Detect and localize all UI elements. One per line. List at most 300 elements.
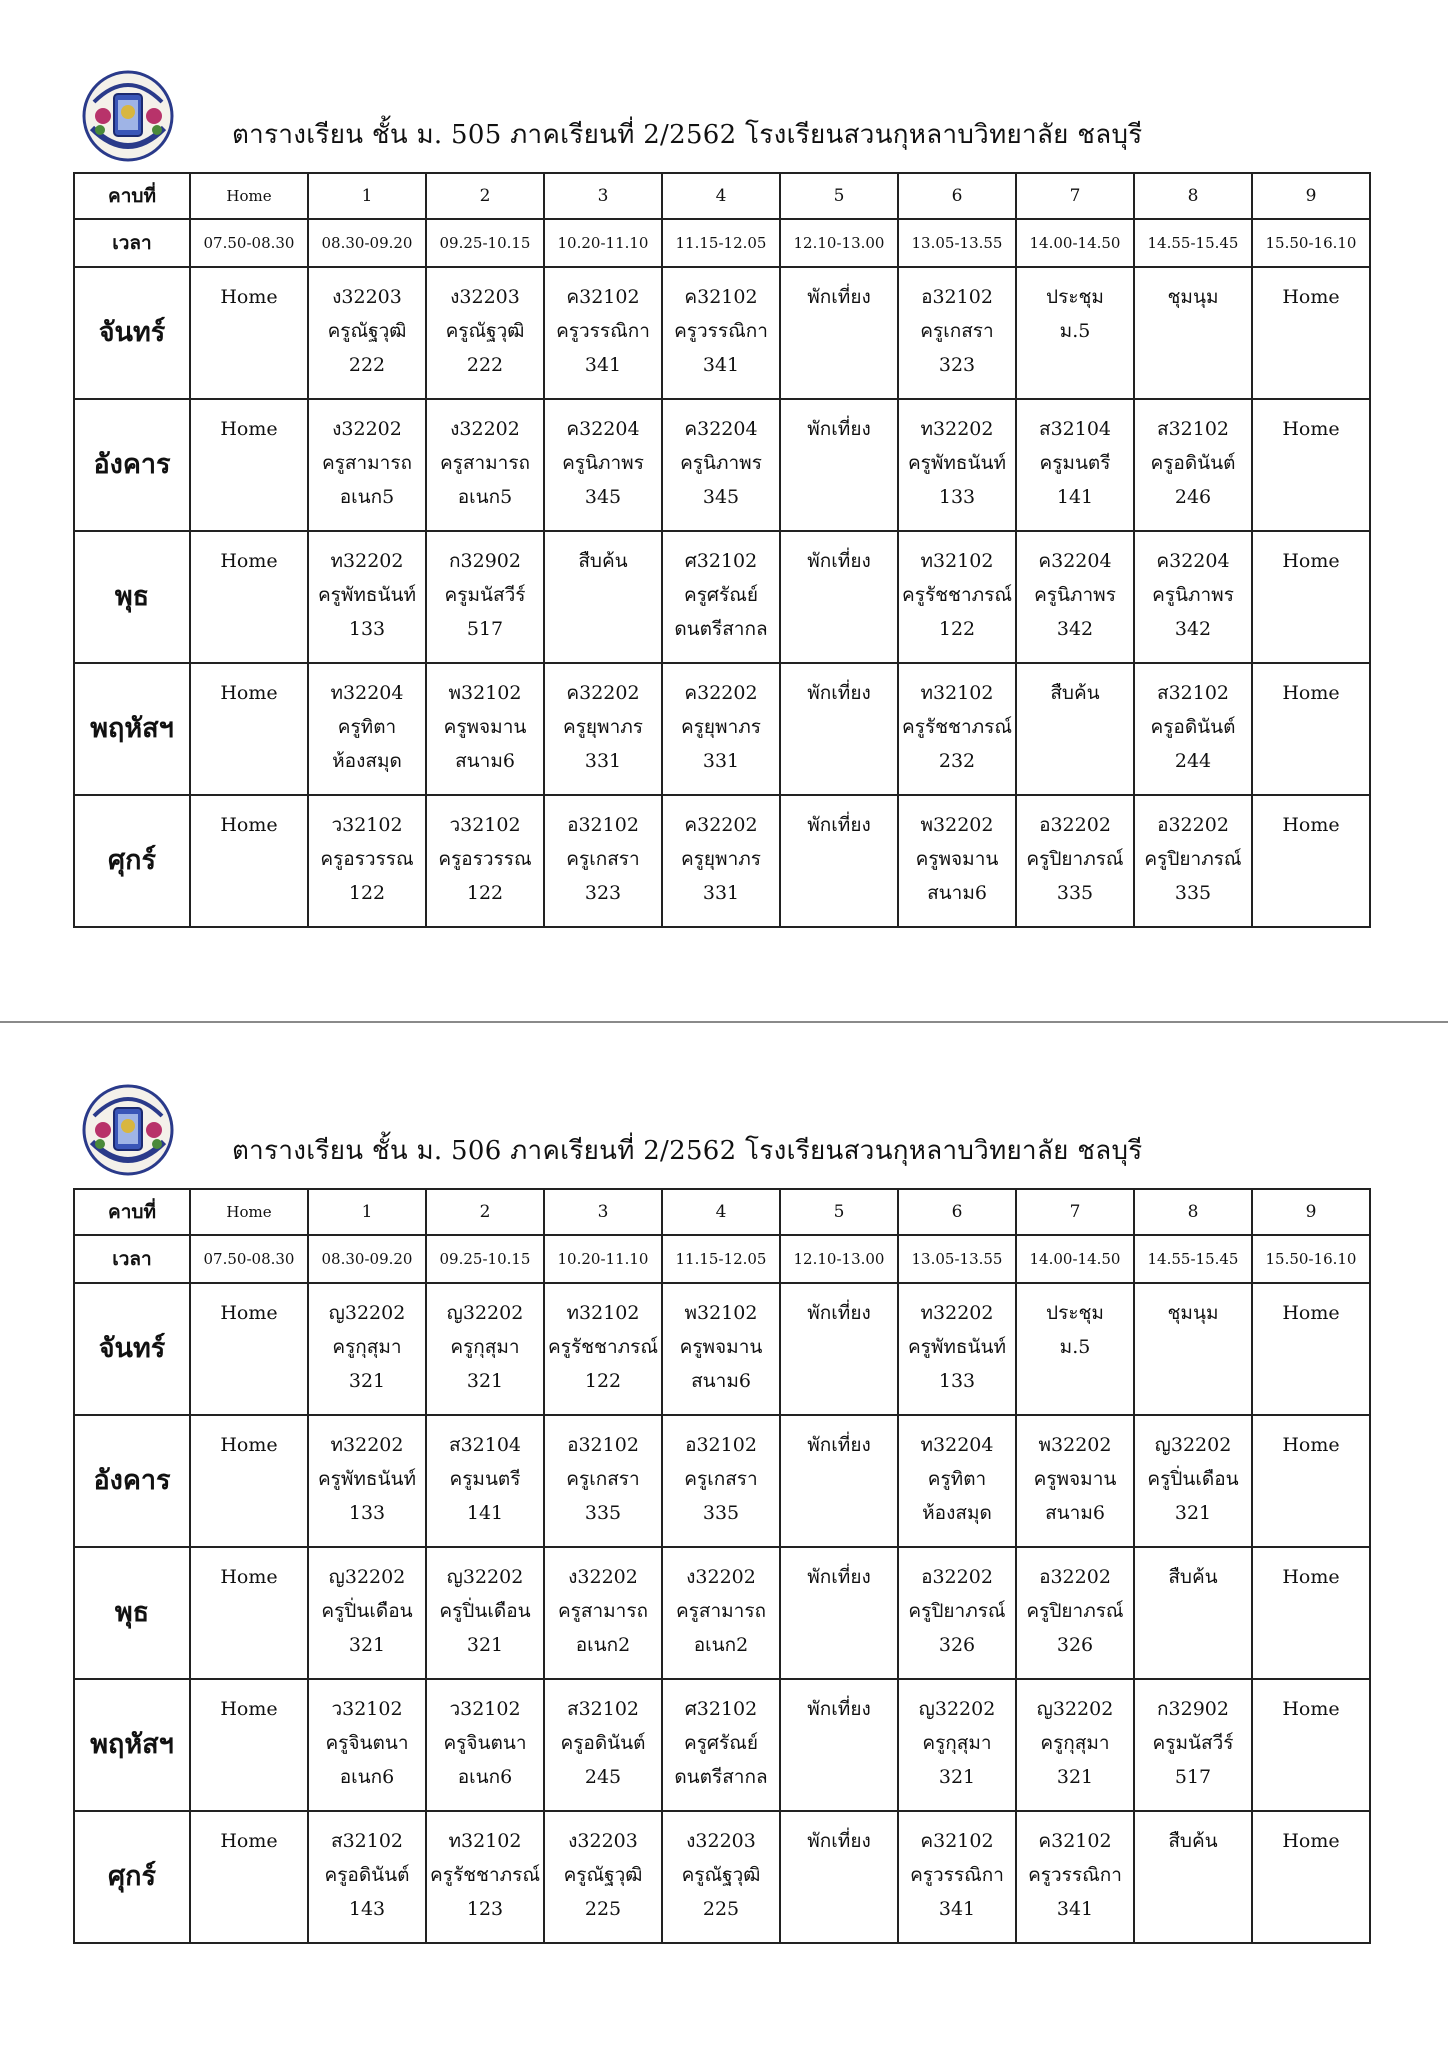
class-cell: [1252, 1415, 1370, 1547]
subject-code: Home: [1282, 286, 1340, 308]
subject-code: อ32102: [567, 1434, 639, 1456]
room: 335: [1174, 882, 1212, 904]
time-slot: 12.10-13.00: [780, 1235, 898, 1283]
class-cell: [308, 1415, 426, 1547]
teacher-name: ครูปิยาภรณ์: [1144, 848, 1242, 870]
room: 245: [584, 1766, 622, 1788]
room: 246: [1174, 486, 1212, 508]
period-number: 8: [1134, 173, 1252, 219]
time-slot: 11.15-12.05: [662, 219, 780, 267]
teacher-name: ครูนิภาพร: [562, 452, 644, 474]
class-cell: [1134, 399, 1252, 531]
teacher-name: ครูกุสุมา: [450, 1336, 520, 1358]
subject-code: Home: [220, 1434, 278, 1456]
subject-code: Home: [220, 682, 278, 704]
class-cell: [190, 1811, 308, 1943]
teacher-name: ครูวรรณิกา: [910, 1864, 1004, 1886]
teacher-name: ครูนิภาพร: [1152, 584, 1234, 606]
time-row: [74, 219, 1370, 267]
class-cell: [1134, 267, 1252, 399]
subject-code: ท32102: [920, 682, 994, 704]
subject-code: ท32202: [920, 1302, 994, 1324]
subject-code: Home: [220, 1698, 278, 1720]
class-cell: [308, 1283, 426, 1415]
class-cell: [898, 1283, 1016, 1415]
room: สนาม6: [691, 1370, 751, 1392]
subject-code: ชุมนุม: [1167, 1302, 1219, 1324]
class-cell: [544, 1547, 662, 1679]
class-cell: [544, 399, 662, 531]
day-name: อังคาร: [74, 399, 190, 531]
period-header-row: [74, 1189, 1370, 1235]
day-name: พุธ: [74, 531, 190, 663]
teacher-name: ครูปิ่นเดือน: [321, 1600, 413, 1622]
period-number: 7: [1016, 1189, 1134, 1235]
teacher-name: ครูเกสรา: [684, 1468, 758, 1490]
subject-code: ท32202: [330, 550, 404, 572]
class-cell: [426, 399, 544, 531]
room: ห้องสมุด: [332, 750, 402, 772]
class-cell: [544, 1679, 662, 1811]
subject-code: พักเที่ยง: [807, 1434, 871, 1456]
subject-code: ค32202: [684, 682, 758, 704]
room: 321: [938, 1766, 976, 1788]
teacher-name: ม.5: [1059, 320, 1091, 342]
class-cell: [1016, 1415, 1134, 1547]
teacher-name: ครูสามารถ: [557, 1600, 649, 1622]
time-slot: 08.30-09.20: [308, 1235, 426, 1283]
time-slot: 07.50-08.30: [190, 219, 308, 267]
subject-code: พ32202: [1038, 1434, 1112, 1456]
subject-code: ญ32202: [1154, 1434, 1232, 1456]
room: 321: [348, 1370, 386, 1392]
room: 342: [1056, 618, 1094, 640]
room: 321: [1056, 1766, 1094, 1788]
teacher-name: ครูอดินันต์: [1150, 716, 1236, 738]
room: 341: [584, 354, 622, 376]
day-name: ศุกร์: [74, 1811, 190, 1943]
room: 323: [938, 354, 976, 376]
time-slot: 11.15-12.05: [662, 1235, 780, 1283]
room: 222: [348, 354, 386, 376]
school-emblem-icon: [78, 1080, 178, 1180]
room: 133: [938, 486, 976, 508]
subject-code: ญ32202: [918, 1698, 996, 1720]
class-cell: [1134, 795, 1252, 927]
class-cell: [898, 795, 1016, 927]
class-cell: [780, 399, 898, 531]
teacher-name: ครูกุสุมา: [922, 1732, 992, 1754]
teacher-name: ครูณัฐวุฒิ: [681, 1864, 761, 1886]
class-cell: [544, 531, 662, 663]
subject-code: ค32204: [566, 418, 640, 440]
teacher-name: ครูจินตนา: [443, 1732, 527, 1754]
teacher-name: ครูพจมาน: [679, 1336, 763, 1358]
class-cell: [780, 531, 898, 663]
class-cell: [190, 1679, 308, 1811]
subject-code: Home: [1282, 814, 1340, 836]
class-cell: [308, 1679, 426, 1811]
teacher-name: ครูอดินันต์: [1150, 452, 1236, 474]
period-number: 9: [1252, 1189, 1370, 1235]
class-cell: [1016, 1547, 1134, 1679]
class-cell: [544, 1811, 662, 1943]
period-label: คาบที่: [74, 1189, 190, 1235]
room: อเนก2: [575, 1634, 631, 1656]
subject-code: อ32102: [921, 286, 993, 308]
class-cell: [308, 267, 426, 399]
subject-code: ง32203: [450, 286, 520, 308]
day-row: [74, 531, 1370, 663]
room: อเนก5: [457, 486, 513, 508]
subject-code: ค32204: [684, 418, 758, 440]
time-slot: 14.55-15.45: [1134, 219, 1252, 267]
class-cell: [898, 531, 1016, 663]
period-number: Home: [190, 173, 308, 219]
subject-code: Home: [1282, 1434, 1340, 1456]
teacher-name: ครูณัฐวุฒิ: [445, 320, 525, 342]
room: 122: [584, 1370, 622, 1392]
class-cell: [308, 399, 426, 531]
room: 335: [702, 1502, 740, 1524]
subject-code: ง32202: [686, 1566, 756, 1588]
subject-code: พักเที่ยง: [807, 418, 871, 440]
page-divider: [0, 1021, 1448, 1023]
class-cell: [1252, 1547, 1370, 1679]
day-row: [74, 1415, 1370, 1547]
teacher-name: ครูกุสุมา: [332, 1336, 402, 1358]
time-slot: 10.20-11.10: [544, 1235, 662, 1283]
time-slot: 14.00-14.50: [1016, 1235, 1134, 1283]
time-slot: 13.05-13.55: [898, 219, 1016, 267]
subject-code: สืบค้น: [1168, 1566, 1218, 1588]
period-number: 4: [662, 173, 780, 219]
class-cell: [898, 1415, 1016, 1547]
class-cell: [544, 267, 662, 399]
room: 122: [938, 618, 976, 640]
time-label: เวลา: [74, 219, 190, 267]
teacher-name: ครูสามารถ: [321, 452, 413, 474]
subject-code: พักเที่ยง: [807, 1698, 871, 1720]
teacher-name: ครูสามารถ: [439, 452, 531, 474]
class-cell: [898, 399, 1016, 531]
class-cell: [662, 795, 780, 927]
room: 321: [466, 1634, 504, 1656]
subject-code: อ32102: [685, 1434, 757, 1456]
class-cell: [780, 1283, 898, 1415]
class-cell: [1134, 531, 1252, 663]
subject-code: ง32202: [332, 418, 402, 440]
class-cell: [898, 1811, 1016, 1943]
timetable: [73, 1188, 1371, 1944]
subject-code: ก32902: [1157, 1698, 1229, 1720]
room: 321: [466, 1370, 504, 1392]
room: อเนก2: [693, 1634, 749, 1656]
subject-code: Home: [1282, 1302, 1340, 1324]
subject-code: ท32202: [330, 1434, 404, 1456]
teacher-name: ครูมนตรี: [1039, 452, 1111, 474]
class-cell: [1252, 531, 1370, 663]
room: 326: [938, 1634, 976, 1656]
teacher-name: ครูพจมาน: [1033, 1468, 1117, 1490]
class-cell: [780, 663, 898, 795]
subject-code: พักเที่ยง: [807, 1566, 871, 1588]
class-cell: [426, 1811, 544, 1943]
room: 123: [466, 1898, 504, 1920]
day-name: พุธ: [74, 1547, 190, 1679]
subject-code: ค32102: [920, 1830, 994, 1852]
teacher-name: ครูทิตา: [927, 1468, 987, 1490]
period-number: 2: [426, 173, 544, 219]
subject-code: Home: [1282, 418, 1340, 440]
teacher-name: ครูศรัณย์: [684, 1732, 758, 1754]
class-cell: [780, 1811, 898, 1943]
room: 341: [938, 1898, 976, 1920]
room: 345: [584, 486, 622, 508]
class-cell: [1252, 399, 1370, 531]
day-name: ศุกร์: [74, 795, 190, 927]
subject-code: ค32202: [684, 814, 758, 836]
class-cell: [1016, 1811, 1134, 1943]
class-cell: [1134, 1283, 1252, 1415]
class-cell: [426, 663, 544, 795]
room: 323: [584, 882, 622, 904]
teacher-name: ครูรัชชาภรณ์: [548, 1336, 658, 1358]
teacher-name: ครูพจมาน: [443, 716, 527, 738]
room: 225: [702, 1898, 740, 1920]
time-row: [74, 1235, 1370, 1283]
teacher-name: ครูนิภาพร: [680, 452, 762, 474]
teacher-name: ครูพัทธนันท์: [907, 452, 1007, 474]
teacher-name: ม.5: [1059, 1336, 1091, 1358]
period-number: 6: [898, 173, 1016, 219]
subject-code: Home: [220, 286, 278, 308]
teacher-name: ครูจินตนา: [325, 1732, 409, 1754]
subject-code: ท32102: [920, 550, 994, 572]
time-slot: 15.50-16.10: [1252, 1235, 1370, 1283]
room: 232: [938, 750, 976, 772]
subject-code: ง32203: [332, 286, 402, 308]
teacher-name: ครูรัชชาภรณ์: [430, 1864, 540, 1886]
day-name: พฤหัสฯ: [74, 1679, 190, 1811]
teacher-name: ครูปิยาภรณ์: [908, 1600, 1006, 1622]
teacher-name: ครูวรรณิกา: [556, 320, 650, 342]
teacher-name: ครูพัทธนันท์: [907, 1336, 1007, 1358]
room: 341: [702, 354, 740, 376]
class-cell: [662, 1283, 780, 1415]
subject-code: Home: [220, 1830, 278, 1852]
class-cell: [1252, 795, 1370, 927]
class-cell: [1252, 1283, 1370, 1415]
subject-code: ว32102: [331, 1698, 403, 1720]
teacher-name: ครูพัทธนันท์: [317, 584, 417, 606]
period-number: 3: [544, 1189, 662, 1235]
subject-code: ญ32202: [328, 1566, 406, 1588]
subject-code: ส32102: [1156, 418, 1230, 440]
room: 345: [702, 486, 740, 508]
teacher-name: ครูพัทธนันท์: [317, 1468, 417, 1490]
day-row: [74, 1811, 1370, 1943]
class-cell: [780, 1547, 898, 1679]
time-slot: 14.00-14.50: [1016, 219, 1134, 267]
class-cell: [1134, 663, 1252, 795]
subject-code: Home: [1282, 682, 1340, 704]
timetable: [73, 172, 1371, 928]
class-cell: [1134, 1811, 1252, 1943]
class-cell: [426, 1415, 544, 1547]
subject-code: Home: [1282, 1830, 1340, 1852]
teacher-name: ครูศรัณย์: [684, 584, 758, 606]
subject-code: ญ32202: [446, 1302, 524, 1324]
subject-code: Home: [220, 418, 278, 440]
subject-code: Home: [1282, 1698, 1340, 1720]
teacher-name: ครูรัชชาภรณ์: [902, 716, 1012, 738]
room: 335: [584, 1502, 622, 1524]
time-slot: 13.05-13.55: [898, 1235, 1016, 1283]
room: 133: [938, 1370, 976, 1392]
subject-code: ท32202: [920, 418, 994, 440]
day-row: [74, 1679, 1370, 1811]
class-cell: [308, 795, 426, 927]
subject-code: พ32102: [684, 1302, 758, 1324]
subject-code: Home: [220, 1302, 278, 1324]
period-label: คาบที่: [74, 173, 190, 219]
class-cell: [1016, 531, 1134, 663]
class-cell: [426, 1547, 544, 1679]
time-slot: 09.25-10.15: [426, 219, 544, 267]
class-cell: [1134, 1415, 1252, 1547]
teacher-name: ครูปิ่นเดือน: [1147, 1468, 1239, 1490]
class-cell: [426, 1283, 544, 1415]
subject-code: ส32104: [448, 1434, 522, 1456]
room: 321: [348, 1634, 386, 1656]
time-slot: 07.50-08.30: [190, 1235, 308, 1283]
room: ห้องสมุด: [922, 1502, 992, 1524]
class-cell: [1016, 795, 1134, 927]
subject-code: อ32202: [1039, 814, 1111, 836]
class-cell: [190, 1283, 308, 1415]
subject-code: พ32202: [920, 814, 994, 836]
subject-code: Home: [220, 550, 278, 572]
subject-code: ค32102: [566, 286, 640, 308]
subject-code: ว32102: [331, 814, 403, 836]
teacher-name: ครูวรรณิกา: [1028, 1864, 1122, 1886]
class-cell: [544, 795, 662, 927]
subject-code: พักเที่ยง: [807, 814, 871, 836]
subject-code: ค32102: [1038, 1830, 1112, 1852]
class-cell: [898, 1547, 1016, 1679]
subject-code: ค32204: [1156, 550, 1230, 572]
class-cell: [1252, 1811, 1370, 1943]
room: 141: [1056, 486, 1094, 508]
day-row: [74, 1547, 1370, 1679]
subject-code: ประชุม: [1046, 286, 1104, 308]
day-row: [74, 1283, 1370, 1415]
subject-code: สืบค้น: [1050, 682, 1100, 704]
class-cell: [190, 399, 308, 531]
room: สนาม6: [1045, 1502, 1105, 1524]
class-cell: [426, 1679, 544, 1811]
subject-code: ง32203: [568, 1830, 638, 1852]
period-header-row: [74, 173, 1370, 219]
class-cell: [544, 1415, 662, 1547]
room: ดนตรีสากล: [674, 1766, 768, 1788]
teacher-name: ครูมนตรี: [449, 1468, 521, 1490]
subject-code: ง32202: [450, 418, 520, 440]
room: อเนก6: [457, 1766, 513, 1788]
subject-code: ส32102: [1156, 682, 1230, 704]
subject-code: ญ32202: [1036, 1698, 1114, 1720]
teacher-name: ครูปิยาภรณ์: [1026, 1600, 1124, 1622]
teacher-name: ครูวรรณิกา: [674, 320, 768, 342]
class-cell: [662, 1811, 780, 1943]
subject-code: Home: [220, 1566, 278, 1588]
subject-code: ง32203: [686, 1830, 756, 1852]
subject-code: พักเที่ยง: [807, 1302, 871, 1324]
class-cell: [1016, 267, 1134, 399]
period-number: 5: [780, 1189, 898, 1235]
period-number: 9: [1252, 173, 1370, 219]
time-slot: 12.10-13.00: [780, 219, 898, 267]
class-cell: [780, 795, 898, 927]
subject-code: ญ32202: [328, 1302, 406, 1324]
class-cell: [190, 1547, 308, 1679]
subject-code: Home: [220, 814, 278, 836]
teacher-name: ครูเกสรา: [566, 848, 640, 870]
teacher-name: ครูทิตา: [337, 716, 397, 738]
period-number: 3: [544, 173, 662, 219]
class-cell: [780, 267, 898, 399]
time-slot: 14.55-15.45: [1134, 1235, 1252, 1283]
teacher-name: ครูอรวรรณ: [438, 848, 532, 870]
subject-code: ส32102: [566, 1698, 640, 1720]
class-cell: [544, 1283, 662, 1415]
room: 133: [348, 1502, 386, 1524]
subject-code: Home: [1282, 1566, 1340, 1588]
subject-code: ค32204: [1038, 550, 1112, 572]
period-number: Home: [190, 1189, 308, 1235]
room: 342: [1174, 618, 1212, 640]
period-number: 7: [1016, 173, 1134, 219]
subject-code: ว32102: [449, 814, 521, 836]
room: สนาม6: [927, 882, 987, 904]
subject-code: ศ32102: [684, 1698, 758, 1720]
subject-code: ศ32102: [684, 550, 758, 572]
teacher-name: ครูอรวรรณ: [320, 848, 414, 870]
room: 335: [1056, 882, 1094, 904]
class-cell: [662, 1415, 780, 1547]
room: สนาม6: [455, 750, 515, 772]
subject-code: ท32102: [566, 1302, 640, 1324]
class-cell: [308, 531, 426, 663]
room: 341: [1056, 1898, 1094, 1920]
room: ดนตรีสากล: [674, 618, 768, 640]
room: 517: [1174, 1766, 1212, 1788]
class-cell: [426, 267, 544, 399]
time-label: เวลา: [74, 1235, 190, 1283]
subject-code: พักเที่ยง: [807, 550, 871, 572]
class-cell: [1134, 1547, 1252, 1679]
room: 141: [466, 1502, 504, 1524]
day-row: [74, 663, 1370, 795]
teacher-name: ครูปิยาภรณ์: [1026, 848, 1124, 870]
teacher-name: ครูกุสุมา: [1040, 1732, 1110, 1754]
subject-code: อ32202: [1157, 814, 1229, 836]
subject-code: ท32204: [330, 682, 404, 704]
subject-code: ประชุม: [1046, 1302, 1104, 1324]
class-cell: [780, 1679, 898, 1811]
class-cell: [426, 795, 544, 927]
